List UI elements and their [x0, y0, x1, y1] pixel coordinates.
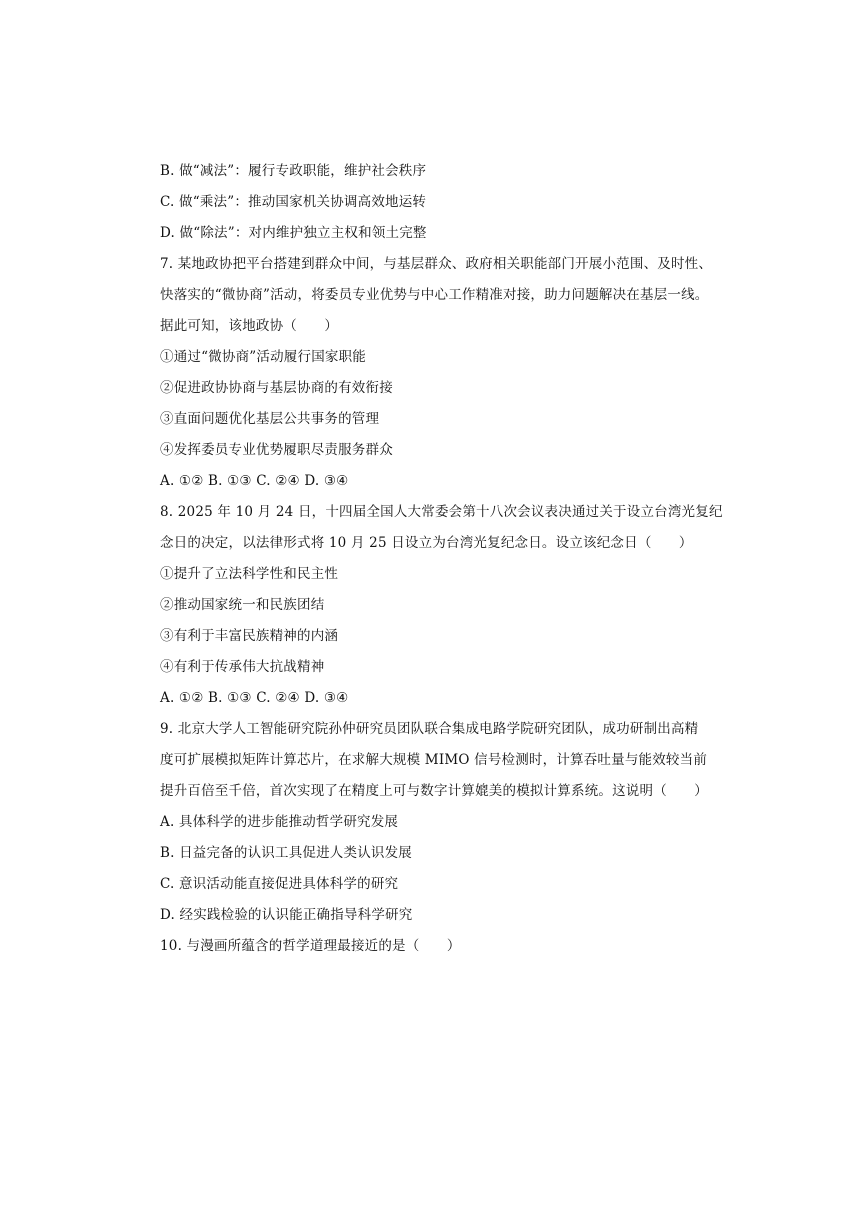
- q9-option-d: D. 经实践检验的认识能正确指导科学研究: [160, 907, 413, 923]
- q7-stem-line2: 快落实的“微协商”活动，将委员专业优势与中心工作精准对接，助力问题解决在基层一线。: [160, 287, 709, 303]
- q10-stem-line1: 10. 与漫画所蕴含的哲学道理最接近的是（ ）: [160, 938, 461, 954]
- q9-stem-line3: 提升百倍至千倍，首次实现了在精度上可与数字计算媲美的模拟计算系统。这说明（ ）: [160, 783, 708, 799]
- q8-item-2: ②推动国家统一和民族团结: [160, 597, 325, 613]
- q8-choices: A. ①② B. ①③ C. ②④ D. ③④: [160, 690, 349, 706]
- q6-option-d: D. 做“除法”：对内维护独立主权和领土完整: [160, 225, 427, 241]
- q6-option-c: C. 做“乘法”：推动国家机关协调高效地运转: [160, 194, 427, 210]
- q6-option-b: B. 做“减法”：履行专政职能，维护社会秩序: [160, 163, 427, 179]
- q9-stem-line2: 度可扩展模拟矩阵计算芯片，在求解大规模 MIMO 信号检测时，计算吞吐量与能效较当前: [160, 752, 708, 768]
- q9-option-c: C. 意识活动能直接促进具体科学的研究: [160, 876, 399, 892]
- q8-item-1: ①提升了立法科学性和民主性: [160, 566, 339, 582]
- q7-item-3: ③直面问题优化基层公共事务的管理: [160, 411, 380, 427]
- q7-stem-line1: 7. 某地政协把平台搭建到群众中间，与基层群众、政府相关职能部门开展小范围、及时性、: [160, 256, 713, 272]
- q8-stem-line1: 8. 2025 年 10 月 24 日，十四届全国人大常委会第十八次会议表决通过关于设立台湾光复纪: [160, 504, 723, 520]
- q7-item-4: ④发挥委员专业优势履职尽责服务群众: [160, 442, 393, 458]
- question-content: [160, 156, 723, 962]
- q7-item-1: ①通过“微协商”活动履行国家职能: [160, 349, 367, 365]
- q7-stem-line3: 据此可知，该地政协（ ）: [160, 318, 339, 334]
- q9-option-b: B. 日益完备的认识工具促进人类认识发展: [160, 845, 413, 861]
- q8-item-3: ③有利于丰富民族精神的内涵: [160, 628, 339, 644]
- q9-stem-line1: 9. 北京大学人工智能研究院孙仲研究员团队联合集成电路学院研究团队，成功研制出高精: [160, 721, 699, 737]
- q9-option-a: A. 具体科学的进步能推动哲学研究发展: [160, 814, 399, 830]
- q7-item-2: ②促进政协协商与基层协商的有效衔接: [160, 380, 393, 396]
- q8-item-4: ④有利于传承伟大抗战精神: [160, 659, 325, 675]
- q8-stem-line2: 念日的决定，以法律形式将 10 月 25 日设立为台湾光复纪念日。设立该纪念日（ ）: [160, 535, 693, 551]
- q7-choices: A. ①② B. ①③ C. ②④ D. ③④: [160, 473, 349, 489]
